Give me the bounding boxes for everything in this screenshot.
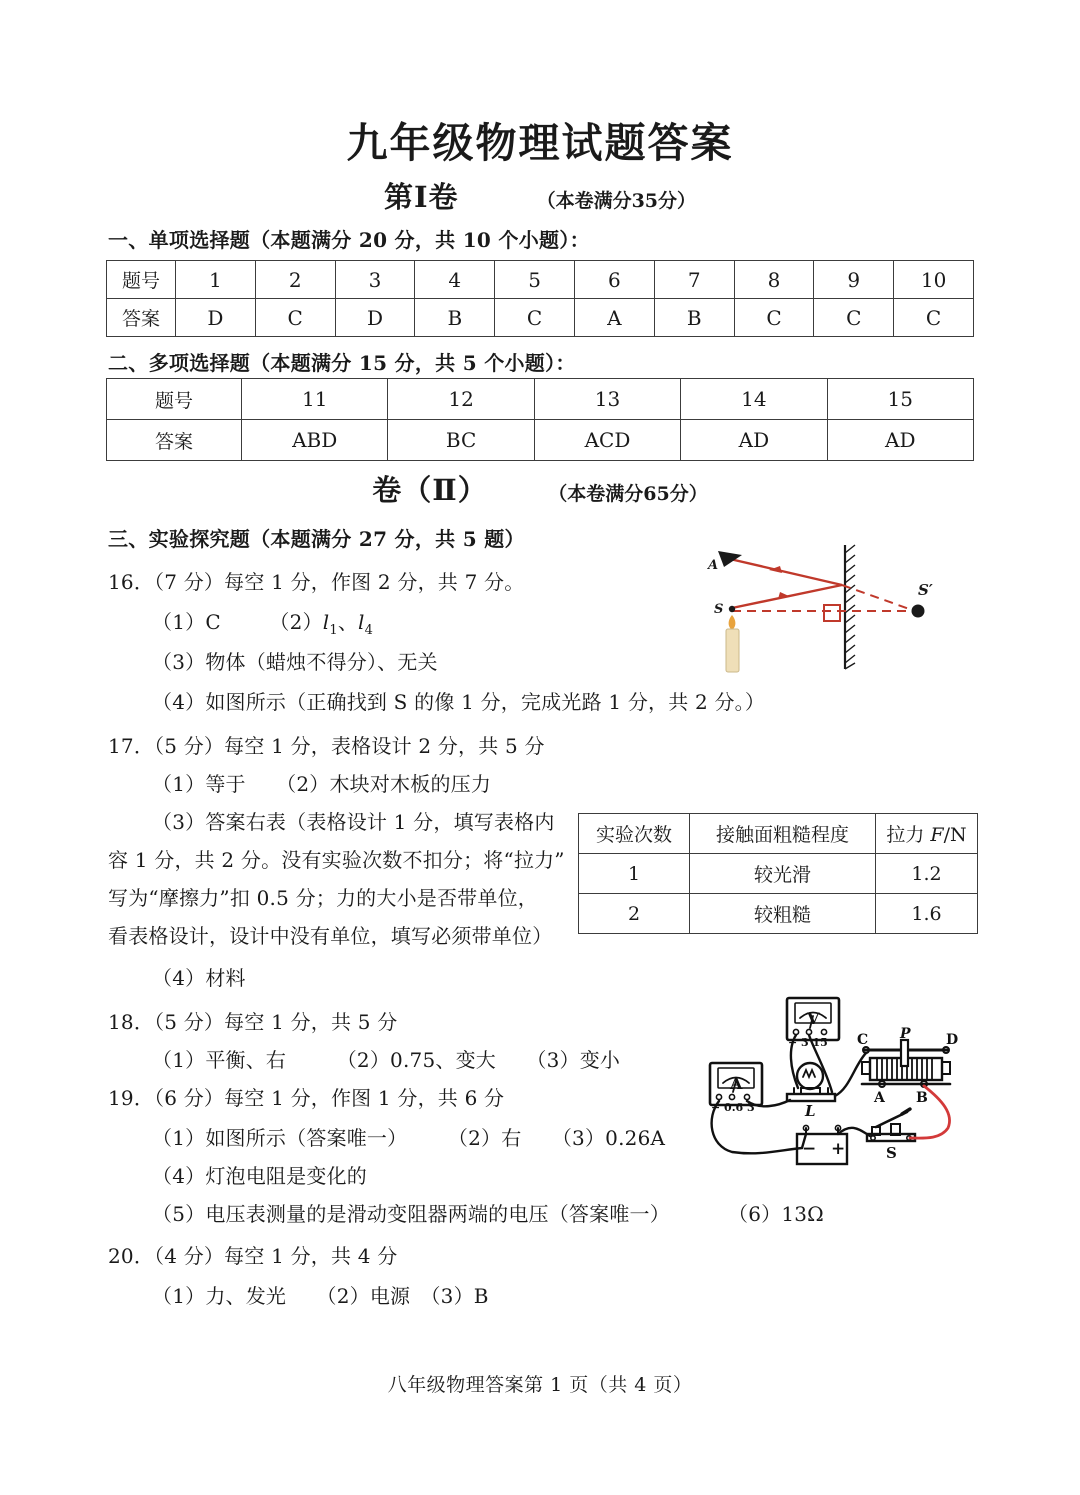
circuit-diagram bbox=[702, 988, 980, 1178]
ammeter-letter: A bbox=[730, 1074, 743, 1093]
cell-q-no: 6 bbox=[574, 261, 654, 299]
cell-q-no: 11 bbox=[242, 379, 388, 420]
cell-q-no: 9 bbox=[814, 261, 894, 299]
cell-q-no: 2 bbox=[255, 261, 335, 299]
battery-plus: + bbox=[831, 1139, 846, 1159]
q17-answer-4: （4）材料 bbox=[152, 966, 246, 990]
cell-answer: B bbox=[654, 299, 734, 337]
section-heading-single-choice: 一、单项选择题（本题满分 20 分，共 10 个小题）： bbox=[108, 228, 590, 252]
lamp-label: L bbox=[805, 1102, 816, 1120]
q19-answer-4: （4）灯泡电阻是变化的 bbox=[152, 1164, 367, 1188]
experiment-data-table bbox=[578, 813, 978, 934]
rheostat-label-p: P bbox=[900, 1026, 911, 1042]
q17-answer-3-line3: 写为“摩擦力”扣 0.5 分；力的大小是否带单位， bbox=[108, 886, 538, 910]
exp-cell-trial: 2 bbox=[579, 894, 690, 934]
voltmeter-letter: V bbox=[807, 1009, 820, 1028]
q16-symbol-l4-sub: 4 bbox=[364, 623, 374, 638]
q19-answer-5: （5）电压表测量的是滑动变阻器两端的电压（答案唯一） bbox=[152, 1202, 670, 1226]
exp-header-roughness: 接触面粗糙程度 bbox=[690, 814, 876, 854]
paper-one-header bbox=[0, 175, 1080, 216]
q16-symbol-l1-sub: 1 bbox=[329, 623, 338, 638]
exp-cell-force: 1.2 bbox=[876, 854, 978, 894]
page-title: 九年级物理试题答案 bbox=[346, 119, 734, 167]
q16-answer-1-a: （1）C bbox=[152, 610, 221, 634]
cell-answer: C bbox=[255, 299, 335, 337]
cell-q-no: 7 bbox=[654, 261, 734, 299]
paper-two-header bbox=[0, 468, 1080, 509]
q17-stem: 17．（5 分）每空 1 分，表格设计 2 分，共 5 分 bbox=[108, 734, 545, 758]
table-row bbox=[579, 894, 978, 934]
battery-minus: − bbox=[802, 1139, 817, 1159]
exp-cell-roughness: 较粗糙 bbox=[690, 894, 876, 934]
row-label-answer: 答案 bbox=[107, 420, 242, 461]
cell-q-no: 1 bbox=[176, 261, 256, 299]
cell-answer: B bbox=[415, 299, 495, 337]
paper-two-label: 卷（Ⅱ） bbox=[372, 473, 488, 507]
section-heading-experiment: 三、实验探究题（本题满分 27 分，共 5 题） bbox=[108, 527, 525, 551]
single-choice-answer-table bbox=[106, 260, 974, 337]
q16-answer-2-prefix: （2） bbox=[269, 610, 323, 634]
multi-choice-answer-table bbox=[106, 378, 974, 461]
cell-q-no: 14 bbox=[681, 379, 827, 420]
cell-answer: C bbox=[495, 299, 575, 337]
q16-answer-1 bbox=[152, 606, 373, 638]
table-row bbox=[579, 854, 978, 894]
cell-q-no: 13 bbox=[534, 379, 680, 420]
rheostat-label-d: D bbox=[946, 1032, 959, 1048]
cell-answer: C bbox=[814, 299, 894, 337]
exp-header-trial: 实验次数 bbox=[579, 814, 690, 854]
q18-answers: （1）平衡、右 （2）0.75、变大 （3）变小 bbox=[152, 1048, 621, 1072]
q16-symbol-l4: l bbox=[358, 610, 365, 634]
cell-answer: A bbox=[574, 299, 654, 337]
exp-header-force: 拉力 F/N bbox=[876, 814, 978, 854]
paper-two-score-note: （本卷满分65分） bbox=[557, 483, 708, 505]
paper-one-label: 第Ⅰ卷 bbox=[383, 180, 459, 214]
q17-answer-3-line4: 看表格设计，设计中没有单位，填写必须带单位） bbox=[108, 924, 553, 948]
switch-label: S bbox=[886, 1144, 897, 1162]
q16-symbol-l1: l bbox=[322, 610, 330, 634]
cell-q-no: 15 bbox=[827, 379, 973, 420]
cell-answer: BC bbox=[388, 420, 534, 461]
page-footer: 八年级物理答案第 1 页（共 4 页） bbox=[387, 1374, 693, 1396]
exp-cell-trial: 1 bbox=[579, 854, 690, 894]
cell-q-no: 10 bbox=[894, 261, 974, 299]
q17-answer-1-2: （1）等于 （2）木块对木板的压力 bbox=[152, 772, 492, 796]
cell-answer: C bbox=[894, 299, 974, 337]
paper-one-score-note: （本卷满分35分） bbox=[536, 190, 697, 212]
cell-answer: D bbox=[335, 299, 415, 337]
rheostat-label-c: C bbox=[857, 1032, 869, 1048]
cell-answer: AD bbox=[827, 420, 973, 461]
optics-label-eye: A bbox=[708, 558, 719, 573]
q17-answer-3-line2: 容 1 分，共 2 分。没有实验次数不扣分；将“拉力” bbox=[108, 848, 565, 872]
cell-q-no: 3 bbox=[335, 261, 415, 299]
rheostat-label-b: B bbox=[916, 1090, 928, 1106]
table-row-question-numbers bbox=[107, 379, 974, 420]
q16-stem: 16．（7 分）每空 1 分，作图 2 分，共 7 分。 bbox=[108, 570, 525, 594]
optics-mirror-diagram bbox=[690, 533, 980, 678]
exp-cell-roughness: 较光滑 bbox=[690, 854, 876, 894]
table-row-header bbox=[579, 814, 978, 854]
ammeter-terminal-labels: − 0.6 3 bbox=[711, 1101, 755, 1114]
cell-q-no: 5 bbox=[495, 261, 575, 299]
row-label-question-no: 题号 bbox=[107, 379, 242, 420]
cell-answer: ABD bbox=[242, 420, 388, 461]
row-label-answer: 答案 bbox=[107, 299, 176, 337]
q19-answer-6: （6）13Ω bbox=[728, 1202, 824, 1226]
q17-answer-3-line1: （3）答案右表（表格设计 1 分，填写表格内 bbox=[152, 810, 555, 834]
q20-answers: （1）力、发光 （2）电源 （3）B bbox=[152, 1284, 489, 1308]
cell-answer: ACD bbox=[534, 420, 680, 461]
cell-q-no: 8 bbox=[734, 261, 814, 299]
q16-symbol-sep: 、 bbox=[337, 610, 359, 634]
q16-answer-4: （4）如图所示（正确找到 S 的像 1 分，完成光路 1 分，共 2 分。） bbox=[152, 690, 766, 714]
q19-stem: 19．（6 分）每空 1 分，作图 1 分，共 6 分 bbox=[108, 1086, 505, 1110]
optics-label-image: S′ bbox=[918, 581, 933, 599]
cell-answer: C bbox=[734, 299, 814, 337]
optics-label-source: S bbox=[714, 602, 724, 617]
table-row-answers bbox=[107, 420, 974, 461]
cell-q-no: 12 bbox=[388, 379, 534, 420]
q16-answer-3: （3）物体（蜡烛不得分）、无关 bbox=[152, 650, 438, 674]
cell-q-no: 4 bbox=[415, 261, 495, 299]
cell-answer: AD bbox=[681, 420, 827, 461]
table-row-question-numbers bbox=[107, 261, 974, 299]
q18-stem: 18．（5 分）每空 1 分，共 5 分 bbox=[108, 1010, 398, 1034]
row-label-question-no: 题号 bbox=[107, 261, 176, 299]
section-heading-multi-choice: 二、多项选择题（本题满分 15 分，共 5 个小题）： bbox=[108, 351, 576, 375]
table-row-answers bbox=[107, 299, 974, 337]
voltmeter-terminal-labels: − 3 15 bbox=[788, 1036, 828, 1049]
cell-answer: D bbox=[176, 299, 256, 337]
q19-answers-1-3: （1）如图所示（答案唯一） （2）右 （3）0.26A bbox=[152, 1126, 666, 1150]
rheostat-label-a: A bbox=[874, 1090, 885, 1106]
q20-stem: 20．（4 分）每空 1 分，共 4 分 bbox=[108, 1244, 398, 1268]
exp-cell-force: 1.6 bbox=[876, 894, 978, 934]
